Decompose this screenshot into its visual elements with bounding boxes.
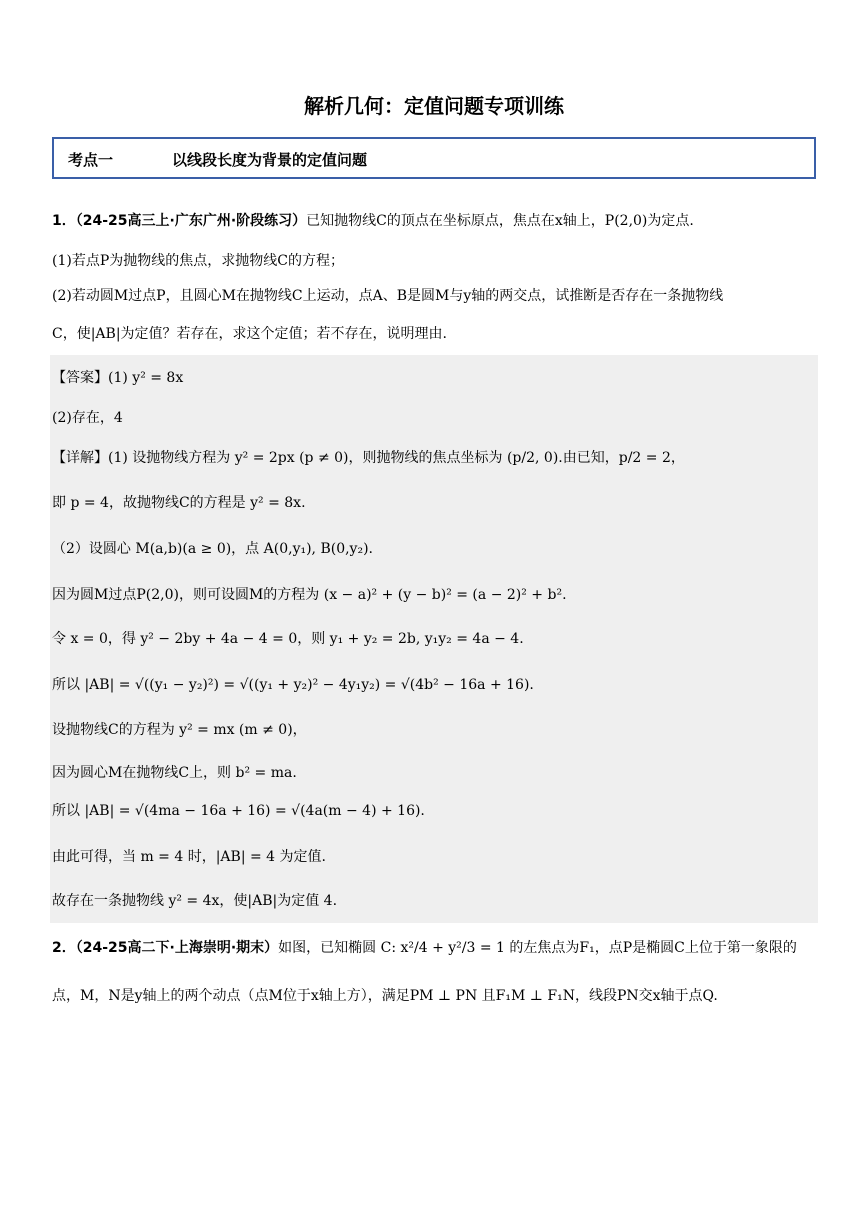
question-1-text: 已知抛物线C的顶点在坐标原点，焦点在x轴上，P(2,0)为定点. [306, 213, 694, 229]
question-1-part-1: (1)若点P为抛物线的焦点，求抛物线C的方程； [52, 253, 344, 269]
question-2-stem-cont: 点，M，N是y轴上的两个动点（点M位于x轴上方），满足PM ⊥ PN 且F₁M ⊥ F₁N，线段PN交x轴于点Q. [52, 988, 718, 1004]
question-2-stem [52, 937, 797, 957]
question-1-number: 1． [52, 213, 76, 229]
question-1-source: （24-25高三上·广东广州·阶段练习） [75, 213, 307, 229]
topic-label: 考点一 [68, 151, 114, 169]
answer-line: 【详解】(1) 设抛物线方程为 y² = 2px (p ≠ 0)，则抛物线的焦点坐标为 (p/2, 0).由已知，p/2 = 2， [52, 450, 685, 466]
topic-header [52, 137, 816, 179]
page-title: 解析几何：定值问题专项训练 [304, 94, 564, 118]
question-2-text: 如图，已知椭圆 C: x²/4 + y²/3 = 1 的左焦点为F₁，点P是椭圆C上位于第一象限的 [278, 940, 797, 956]
topic-name: 以线段长度为背景的定值问题 [172, 151, 368, 169]
answer-line: 即 p = 4，故抛物线C的方程是 y² = 8x. [52, 495, 306, 511]
answer-line: 【答案】(1) y² = 8x [52, 370, 184, 386]
answer-line: 因为圆M过点P(2,0)，则可设圆M的方程为 (x − a)² + (y − b)² = (a − 2)² + b². [52, 587, 567, 603]
answer-line: 令 x = 0，得 y² − 2by + 4a − 4 = 0，则 y₁ + y₂ = 2b, y₁y₂ = 4a − 4. [52, 631, 524, 647]
answer-line: 所以 |AB| = √((y₁ − y₂)²) = √((y₁ + y₂)² − 4y₁y₂) = √(4b² − 16a + 16). [52, 677, 534, 693]
question-1-part-2: (2)若动圆M过点P，且圆心M在抛物线C上运动，点A、B是圆M与y轴的两交点，试推断是否存在一条抛物线 [52, 288, 724, 304]
answer-line: 由此可得，当 m = 4 时，|AB| = 4 为定值. [52, 849, 326, 865]
answer-line: 故存在一条抛物线 y² = 4x，使|AB|为定值 4. [52, 893, 338, 909]
answer-line: (2)存在，4 [52, 410, 123, 426]
answer-line: 所以 |AB| = √(4ma − 16a + 16) = √(4a(m − 4) + 16). [52, 803, 425, 819]
answer-line: 因为圆心M在抛物线C上，则 b² = ma. [52, 765, 297, 781]
question-2-number: 2． [52, 940, 76, 956]
question-1-part-2-cont: C，使|AB|为定值？若存在，求这个定值；若不存在，说明理由. [52, 326, 447, 342]
answer-line: 设抛物线C的方程为 y² = mx (m ≠ 0)， [52, 722, 307, 738]
answer-line: （2）设圆心 M(a,b)(a ≥ 0)，点 A(0,y₁), B(0,y₂). [52, 541, 373, 557]
question-2-source: （24-25高二下·上海崇明·期末） [75, 940, 279, 956]
question-1-stem [52, 210, 694, 230]
answer-panel [50, 355, 818, 923]
